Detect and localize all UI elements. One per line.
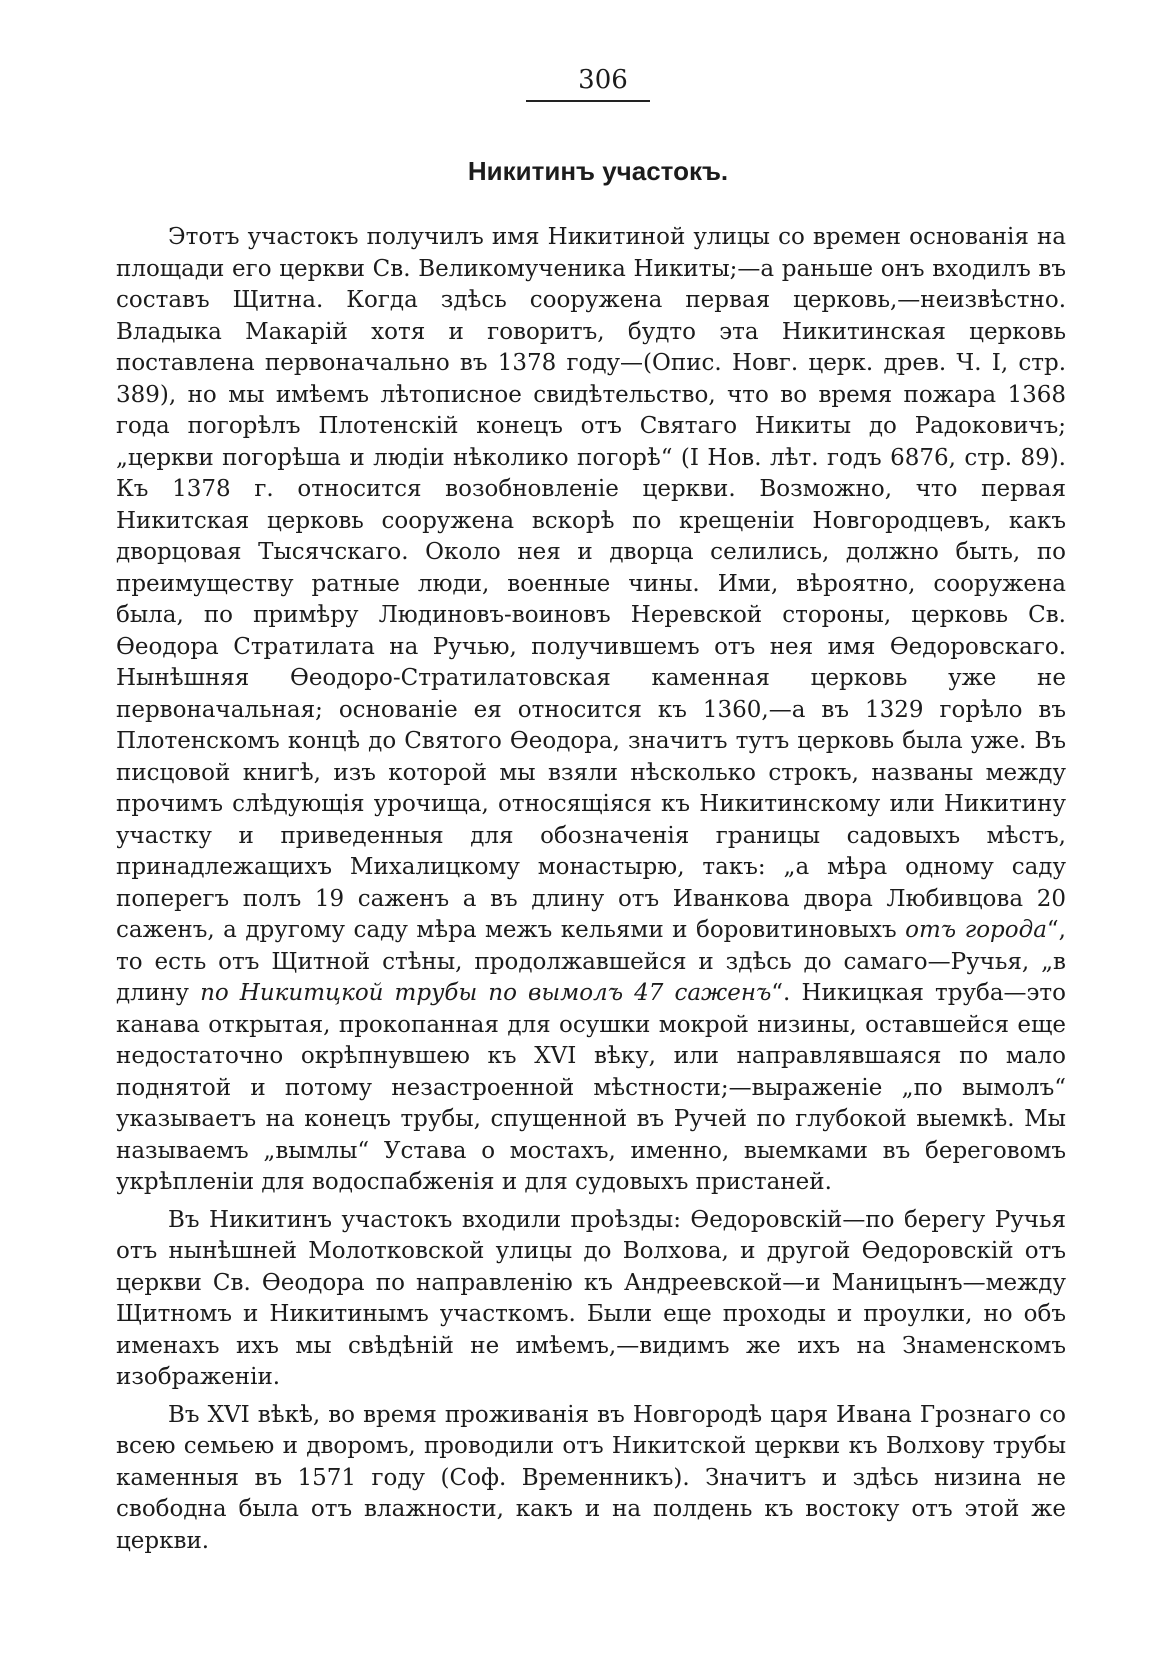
section-title: Никитинъ участокъ. (467, 156, 729, 186)
paragraph-1-text-a: Этотъ участокъ получилъ имя Никитиной улицы со времен основанія на площади его церкви Св. Великомученика Никиты;—а раньше онъ входилъ въ составъ Щитна. Когда здѣсь сооружена первая церковь,—неизвѣстно. Владыка Макарій хотя и говоритъ, будто эта Никитинская церковь поставлена первоначально въ 1378 году—(Опис. Новг. церк. древ. Ч. I, стр. 389), но мы имѣемъ лѣтописное свидѣтельство, что во время пожара 1368 года погорѣлъ Плотенскій конецъ отъ Святаго Никиты до Радоковичъ; „церкви погорѣша и людіи нѣколико погорѣ“ (I Нов. лѣт. годъ 6876, стр. 89). Къ 1378 г. относится возобновленіе церкви. Возможно, что первая Никитская церковь сооружена вскорѣ по крещеніи Новгородцевъ, какъ дворцовая Тысячскаго. Около нея и дворца селились, должно быть, по преимуществу ратные люди, военные чины. Ими, вѣроятно, сооружена была, по примѣру Людиновъ-воиновъ Неревской стороны, церковь Св. Ѳеодора Стратилата на Ручью, получившемъ отъ нея имя Ѳедоровскаго. Нынѣшняя Ѳеодоро-Стратилатовская каменная церковь уже не первоначальная; основаніе ея относится къ 1360,—а въ 1329 горѣло въ Плотенскомъ концѣ до Святого Ѳеодора, значитъ тутъ церковь была уже. Въ писцовой книгѣ, изъ которой мы взяли нѣсколько строкъ, названы между прочимъ слѣдующія урочища, относящіяся къ Никитинскому или Никитину участку и приведенныя для обозначенія границы садовыхъ мѣстъ, принадлежащихъ Михалицкому монастырю, такъ: „а мѣра одному саду поперегъ полъ 19 саженъ а въ длину отъ Иванкова двора Любивцова 20 саженъ, а другому саду мѣра межъ кельями и боровитиновыхъ (116, 224, 1066, 943)
paragraph-1-text-c: “. Никицкая труба—это канава открытая, прокопанная для осушки мокрой низины, оставшейся еще недостаточно окрѣпнувшею къ XVI вѣку, или направлявшаяся по мало поднятой и потому незастроенной мѣстности;—выраженіе „по вымолъ“ указываетъ на конецъ трубы, спущенной въ Ручей по глубокой выемкѣ. Мы называемъ „вымлы“ Устава о мостахъ, именно, выемками въ береговомъ укрѣпленіи для водоспабженія и для судовыхъ пристаней. (116, 980, 1067, 1195)
body-text (116, 222, 1066, 1557)
paragraph-2: Въ Никитинъ участокъ входили проѣзды: Ѳедоровскій—по берегу Ручья отъ нынѣшней Молотковской улицы до Волхова, и другой Ѳедоровскій отъ церкви Св. Ѳеодора по направленію къ Андреевской—и Маницынъ—между Щитномъ и Никитинымъ участкомъ. Были еще проходы и проулки, но объ именахъ ихъ мы свѣдѣній не имѣемъ,—видимъ же ихъ на Знаменскомъ изображеніи. (116, 1206, 1066, 1390)
paragraph-1-text-b: “, то есть отъ Щитной стѣны, продолжавшейся и здѣсь до самаго—Ручья, „в длину (116, 917, 1066, 1006)
paragraph-1-italic-a: отъ города (905, 917, 1047, 943)
page-number-rule (526, 100, 650, 102)
paragraph-1-italic-b: по Никитцкой трубы по вымолъ 47 саженъ (200, 980, 772, 1006)
paragraph-3: Въ XVI вѣкѣ, во время проживанія въ Новгородѣ царя Ивана Грознаго со всею семьею и дворомъ, проводили отъ Никитской церкви къ Волхову трубы каменныя въ 1571 году (Соф. Временникъ). Значитъ и здѣсь низина не свободна была отъ влажности, какъ и на полдень къ востоку отъ этой же церкви. (116, 1401, 1066, 1554)
paragraph-1 (116, 222, 1066, 1199)
page-number: 306 (578, 65, 628, 95)
